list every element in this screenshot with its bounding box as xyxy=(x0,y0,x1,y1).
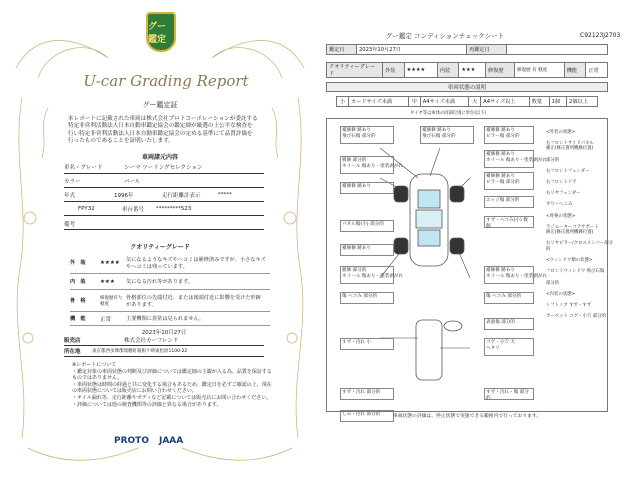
note-line: 右リヤフェンダー xyxy=(546,191,581,197)
func-label: 機能 xyxy=(564,63,586,78)
quality-row-interior xyxy=(70,274,270,290)
quality-text: 気になるようなキズやヘコミは補修済みですが、小さなキズやヘコミは残っています。 xyxy=(126,256,266,270)
damage-box: 補修修 跡あり xyxy=(340,182,394,194)
quality-row-frame xyxy=(70,290,270,312)
document-id: C92123J2703 xyxy=(580,32,621,39)
damage-box: 補修修 跡あり ピラー傷 部分的 xyxy=(484,126,534,144)
model-label: 車名・グレード xyxy=(64,164,103,171)
note-heading: <ウィンドウ類の状態> xyxy=(546,258,593,264)
intro-text: 本レポートに記載された車両は株式会社プロトコーポレーションが委託する特定非営利活動法人日本自動車鑑定協会の鑑定師が厳選の上公平な検査を行い特定非営利活動法人日本自動車鑑定協会の定める基準にて品質評価を行ったものであることを証明いたします。 xyxy=(68,116,258,144)
damage-box: 傷 ヘコみ 部分的 xyxy=(340,292,394,304)
note-heading: <骨格の状態> xyxy=(546,213,576,219)
mileage-label: 走行距離計表示 xyxy=(162,192,201,199)
quality-text: 主要機関に異常は見られません。 xyxy=(126,316,205,322)
year-row xyxy=(64,188,264,202)
damage-box: 傷 ヘコみ 部分的 xyxy=(484,292,534,304)
note-line: カーペット コゲ・小穴 部分的 xyxy=(546,314,606,320)
damage-box: 補修修 跡あり 飛び石傷 部分的 xyxy=(340,126,394,144)
chassis-value: *********523 xyxy=(156,205,192,212)
quality-label: 内 装 xyxy=(70,279,86,285)
reinspection-label: 再鑑定日 xyxy=(467,45,507,55)
interior-box: すず・汚れ 小 xyxy=(340,338,394,350)
interior-box: すず・汚れ・傷 部分的 xyxy=(484,388,534,400)
chassis-row xyxy=(64,202,264,216)
note-heading: <内装の状態> xyxy=(546,291,576,297)
brand-logos xyxy=(114,436,224,446)
size-small: 小 xyxy=(337,97,349,107)
address-row xyxy=(64,346,264,357)
quantity-one: 1個 xyxy=(549,97,566,107)
date-value: 2023年10月27日 xyxy=(357,45,467,55)
interior-box: すず・汚れ 部分的 xyxy=(340,388,394,400)
size-medium: 中 xyxy=(408,97,420,107)
note-item: ・車両状態は時間の経過と共に変化する場合もあるため、鑑定日を必ずご確認の上、現在の車両状態については販売店にお問い合わせください。 xyxy=(72,381,272,395)
ext-value: ★★★★ xyxy=(404,63,437,78)
damage-box: エッジ傷 部分的 xyxy=(484,196,534,208)
sheet-title: グー鑑定 コンディションチェックシート xyxy=(385,32,505,40)
color-value: パール xyxy=(124,178,141,185)
notes-title: ※レポートについて xyxy=(72,362,117,368)
size-legend xyxy=(336,96,598,107)
quality-label: 機 能 xyxy=(70,316,86,322)
chassis-label: 車台番号 xyxy=(122,206,145,213)
proto-logo: PROTO xyxy=(114,436,149,446)
date-table xyxy=(326,44,608,55)
damage-box: 板修 部分的 ホイール 傷あり・塗装剥がれ xyxy=(340,156,394,174)
note-line: 部分的 xyxy=(546,157,560,163)
dealer-label: 販売店 xyxy=(64,338,81,344)
note-line: すり〜へこみ xyxy=(546,202,573,208)
quality-text: 骨格部位の先端付近、または後端付近に影響を受けた形跡があります。 xyxy=(126,294,261,308)
color-row xyxy=(64,174,264,188)
note-item: ・評価については他の検査機関等の評価と異なる場合があります。 xyxy=(72,401,222,408)
date-label: 鑑定日 xyxy=(327,45,357,55)
year-value: 1996年 xyxy=(114,192,134,199)
goo-kantei-logo: グー鑑定 xyxy=(146,12,176,52)
size-large: 大 xyxy=(469,97,481,107)
quantity-many: 2個以上 xyxy=(567,97,598,107)
quality-row-exterior xyxy=(70,252,270,274)
note-row xyxy=(64,218,264,230)
quality-stars: ★★★ xyxy=(100,278,115,285)
grade-label: クオリティーグレード xyxy=(327,63,383,78)
footer-note: 車両状態の評価は、停止状態で実施できる範囲内で行っております。 xyxy=(392,414,542,419)
quality-stars: 正常 xyxy=(100,316,112,323)
note-line: 右リヤピラー/クロスメンバー部分的 xyxy=(546,241,613,253)
quality-stars: 修復歴有り軽度 xyxy=(100,295,123,307)
note-line: フロントウィンドウ 飛び石傷 xyxy=(546,269,605,275)
note-heading: <外装の状態> xyxy=(546,129,576,135)
note-item: ・鑑定対象の車両状態の判断及び評価については鑑定師の主観が入る為、品質を保証するものではありません。 xyxy=(72,368,272,382)
year-label: 年式 xyxy=(64,192,76,199)
int-label: 内装 xyxy=(437,63,459,78)
note-line: ラジエーターコアサポート 修正(修正箇所機修位置) xyxy=(546,224,599,236)
color-label: カラー xyxy=(64,178,81,185)
condition-notes xyxy=(546,124,616,325)
script-title: U-car Grading Report xyxy=(83,72,249,90)
inspection-date: 2023年10月27日 xyxy=(141,330,187,336)
quality-stars: ★★★★ xyxy=(100,259,120,266)
int-value: ★★★ xyxy=(459,63,486,78)
dealer-row xyxy=(64,335,264,346)
ext-label: 外装 xyxy=(383,63,405,78)
mileage-value: ***** xyxy=(218,191,232,198)
certificate xyxy=(8,8,312,474)
damage-box: すず・ヘコみ(小) 数個 xyxy=(484,216,534,228)
quality-row-function xyxy=(70,312,270,326)
quality-text: 気になる汚れ等があります。 xyxy=(126,279,194,285)
func-value: 正常 xyxy=(586,63,608,78)
legend-note: タイヤ等は車体の同部位別に単位(以下) xyxy=(410,111,487,116)
address-label: 所在地 xyxy=(64,349,81,355)
damage-box: 補修修 跡あり xyxy=(340,244,394,256)
quality-section-title: クオリティーグレード xyxy=(130,244,190,251)
vehicle-section-title: 車両諸元内容 xyxy=(141,154,178,161)
note-line: 部分的 xyxy=(546,280,560,286)
note-line: 右フロントサイドパネル 補正(修正箇所機修位置) xyxy=(546,140,594,152)
state-title: 車両状態の説明 xyxy=(326,82,608,92)
quantity-label: 数量 xyxy=(529,97,549,107)
model-value: シーマ ツーリングセレクション xyxy=(124,164,203,171)
damage-box: 補修修 跡あり ホイール 傷あり・塗装剥がれ xyxy=(484,266,534,284)
dealer-value: 株式会社カーフレンド xyxy=(124,338,179,344)
report-notes xyxy=(72,362,272,408)
note-line: 右フロントフェンダー xyxy=(546,168,590,174)
damage-box: 補修修 跡あり ホイール 傷あり・塗装剥がれ xyxy=(484,150,534,168)
damage-box: 板修 部分的 ホイール 傷あり・塗装剥がれ xyxy=(340,266,394,284)
damage-box: パネル傷(小) 部分的 xyxy=(340,220,394,232)
model-row xyxy=(64,160,264,174)
address-value: 東京都西多摩郡瑞穂町箱根ケ崎東松原1100-22 xyxy=(92,349,188,354)
jaaa-logo: JAAA xyxy=(158,436,184,446)
damage-box: 補修修 跡あり ピラー傷 部分的 xyxy=(484,172,534,190)
damage-box: 補修修 跡あり 飛び石傷 部分的 xyxy=(420,126,474,144)
quality-label: 骨 格 xyxy=(70,298,86,304)
frame-label: 修復歴 xyxy=(485,63,514,78)
interior-box: しみ・汚れ 部分的 xyxy=(340,410,394,422)
frame-value: 修復歴 有 軽度 xyxy=(514,63,564,78)
size-small-desc: カードサイズ未満 xyxy=(349,97,409,107)
reinspection-value xyxy=(507,45,608,55)
type-value: FPY32 xyxy=(78,205,95,212)
note-label: 備考 xyxy=(64,221,76,228)
quality-label: 外 装 xyxy=(70,260,86,266)
cert-label: グー鑑定証 xyxy=(142,101,178,109)
size-medium-desc: A4サイズ未満 xyxy=(420,97,468,107)
interior-box: 表面傷 部分的 xyxy=(484,318,534,330)
grade-table xyxy=(326,62,608,78)
note-item: ・オイル漏れ等、走行距離やボディなど記載については販売店にお問い合わせください。 xyxy=(72,394,272,401)
interior-box: コゲ・小穴 大 ヘタリ xyxy=(484,338,534,356)
note-line: 右フロントドア xyxy=(546,179,577,185)
note-line: シフトノブ すず・すず xyxy=(546,303,592,308)
size-large-desc: A4サイズ以上 xyxy=(481,97,529,107)
